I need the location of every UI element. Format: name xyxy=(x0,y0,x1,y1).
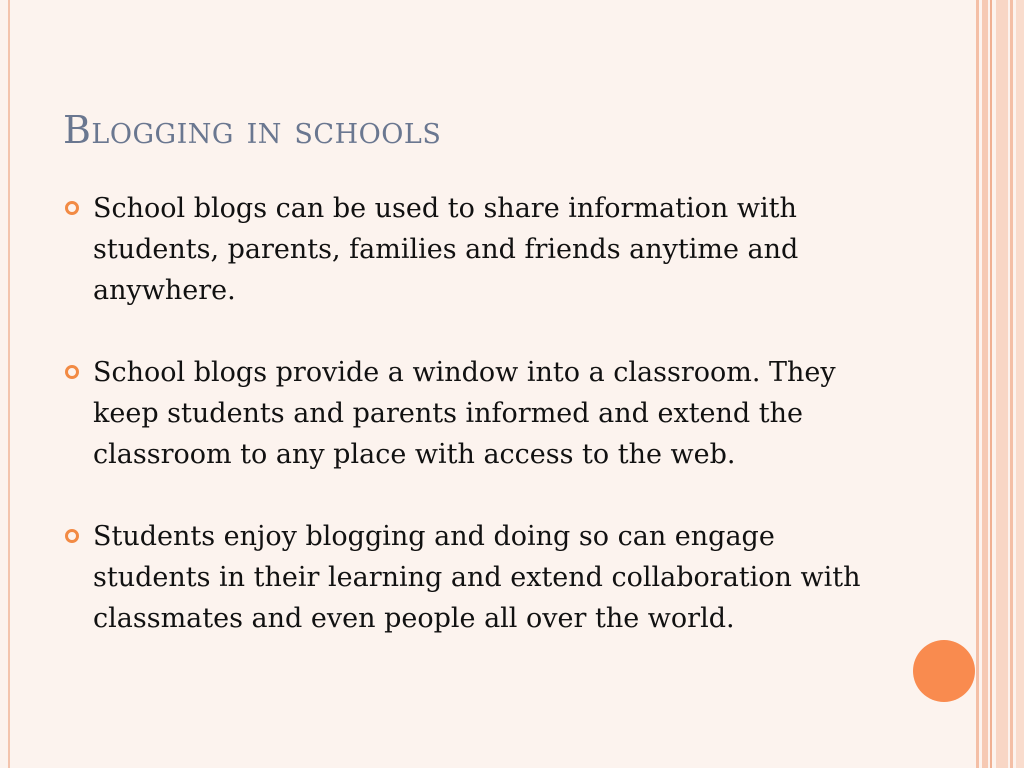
slide-title: Blogging in schools xyxy=(63,108,442,152)
accent-circle-decoration xyxy=(913,640,975,702)
bullet-item xyxy=(64,188,884,311)
stripe xyxy=(976,0,979,768)
bullet-text: Students enjoy blogging and doing so can engage students in their learning and extend collaboration with classmates and even people all over the world. xyxy=(93,521,861,634)
bullet-text: School blogs provide a window into a classroom. They keep students and parents informed and extend the classroom to any place with access to the web. xyxy=(93,357,836,470)
stripe xyxy=(996,0,1008,768)
stripe xyxy=(1010,0,1013,768)
stripe xyxy=(982,0,988,768)
stripe xyxy=(990,0,992,768)
ring-bullet-icon xyxy=(65,365,79,379)
bullet-item xyxy=(64,516,884,639)
decorative-stripes xyxy=(976,0,1024,768)
bullet-item xyxy=(64,352,884,475)
ring-bullet-icon xyxy=(65,201,79,215)
ring-bullet-icon xyxy=(65,529,79,543)
bullet-text: School blogs can be used to share information with students, parents, families and friends anytime and anywhere. xyxy=(93,193,799,306)
left-border-line xyxy=(8,0,10,768)
bullet-list xyxy=(64,188,884,680)
stripe xyxy=(1016,0,1024,768)
